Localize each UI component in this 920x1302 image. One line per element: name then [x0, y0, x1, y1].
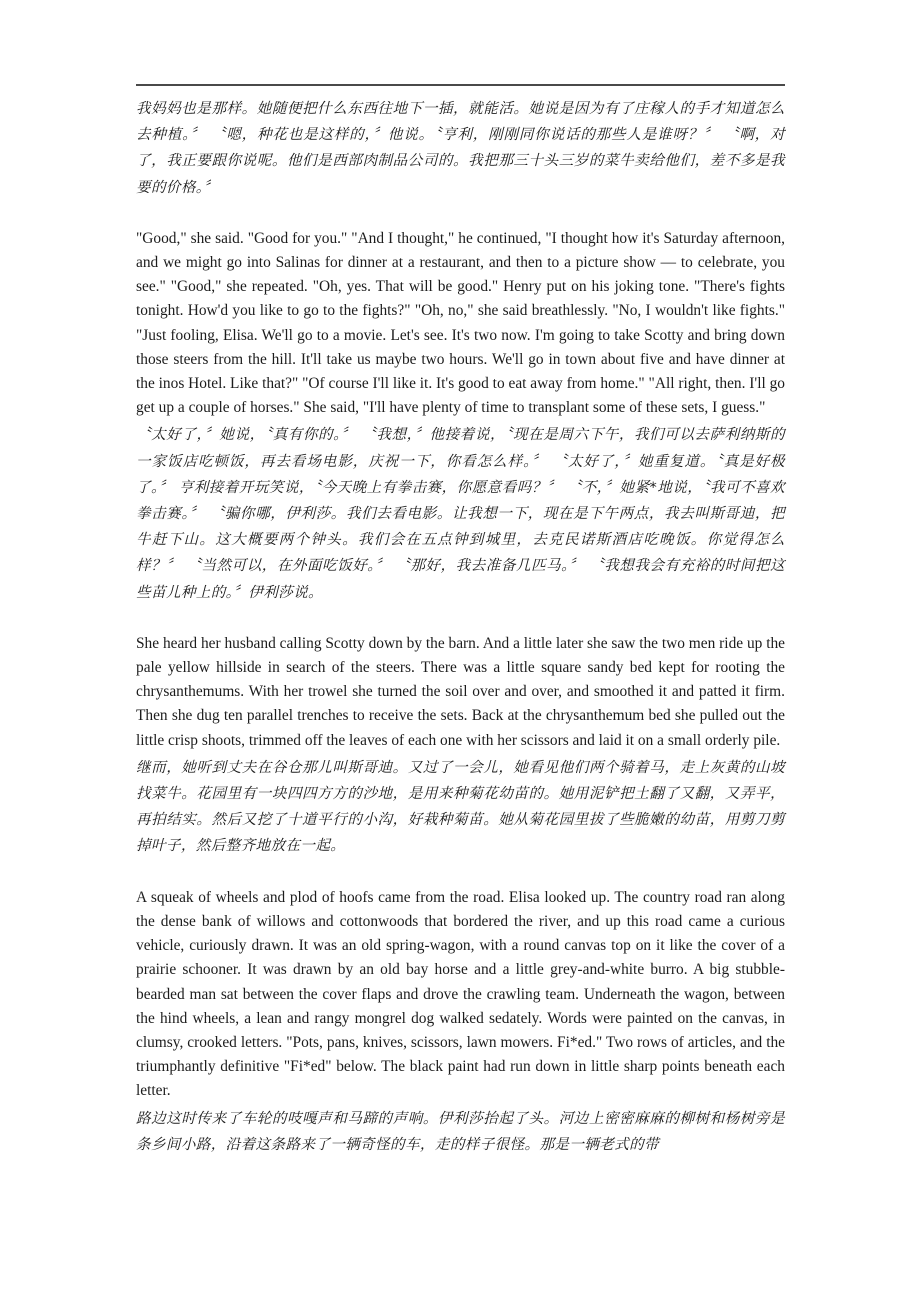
paragraph-english-1: "Good," she said. "Good for you." "And I thought," he continued, "I thought how it's Saturday afternoon, and we might go into Salinas for dinner at a restaurant, and then to a picture show — to celebrate, you see." "Good," she repeated. "Oh, yes. That will be good." Henry put on his joking tone. "There's fights tonight. How'd you like to go to the fights?" "Oh, no," she said breathlessly. "No, I wouldn't like fights." "Just fooling, Elisa. We'll go to a movie. Let's see. It's two now. I'm going to take Scotty and bring down those steers from the hill. It'll take us maybe two hours. We'll go in town about five and have dinner at the inos Hotel. Like that?" "Of course I'll like it. It's good to eat away from home." "All right, then. I'll go get up a couple of horses." She said, "I'll have plenty of time to transplant some of these sets, I guess." — [136, 229, 785, 417]
header-rule — [136, 84, 785, 86]
paragraph-spacer — [136, 201, 785, 227]
paragraph-spacer — [136, 860, 785, 886]
document-content — [136, 96, 785, 1158]
paragraph-chinese-1: 我妈妈也是那样。她随便把什么东西往地下一插，就能活。她说是因为有了庄稼人的手才知道怎么去种植。〞 〝嗯，种花也是这样的，〞他说。〝亨利，刚刚同你说话的那些人是谁呀？〞 〝啊，对了，我正要跟你说呢。他们是西部肉制品公司的。我把那三十头三岁的菜牛卖给他们，差不多是我要的价格。〞 — [136, 100, 785, 196]
paragraph-chinese-4: 路边这时传来了车轮的吱嘎声和马蹄的声响。伊利莎抬起了头。河边上密密麻麻的柳树和杨树旁是条乡间小路，沿着这条路来了一辆奇怪的车，走的样子很怪。那是一辆老式的带 — [136, 1109, 785, 1153]
paragraph-spacer — [136, 606, 785, 632]
paragraph-english-3: A squeak of wheels and plod of hoofs came from the road. Elisa looked up. The country road ran along the dense bank of willows and cottonwoods that bordered the river, and up this road came a curious vehicle, curiously drawn. It was an old spring-wagon, with a round canvas top on it like the cover of a prairie schooner. It was drawn by an old bay horse and a little grey-and-white burro. A big stubble-bearded man sat between the cover flaps and drove the crawling team. Underneath the wagon, between the hind wheels, a lean and rangy mongrel dog walked sedately. Words were painted on the canvas, in clumsy, crooked letters. "Pots, pans, knives, scissors, lawn mowers. Fi*ed." Two rows of articles, and the triumphantly definitive "Fi*ed" below. The black paint had run down in little sharp points beneath each letter. — [136, 888, 785, 1100]
paragraph-english-2: She heard her husband calling Scotty down by the barn. And a little later she saw the two men ride up the pale yellow hillside in search of the steers. There was a little square sandy bed kept for rooting the chrysanthemums. With her trowel she turned the soil over and over, and smoothed it and patted it firm. Then she dug ten parallel trenches to receive the sets. Back at the chrysanthemum bed she pulled out the little crisp shoots, trimmed off the leaves of each one with her scissors and laid it on a small orderly pile. — [136, 634, 785, 749]
paragraph-chinese-2: 〝太好了，〞她说，〝真有你的。〞 〝我想，〞他接着说，〝现在是周六下午，我们可以去萨利纳斯的一家饭店吃顿饭，再去看场电影，庆祝一下，你看怎么样。〞 〝太好了，〞她重复道。〝真是好极了。〞 亨利接着开玩笑说，〝今天晚上有拳击赛，你愿意看吗？〞 〝不，〞她紧*地说，〝我可不喜欢拳击赛。〞 〝骗你哪，伊利莎。我们去看电影。让我想一下，现在是下午两点，我去叫斯哥迪，把牛赶下山。这大概要两个钟头。我们会在五点钟到城里，去克民诺斯酒店吃晚饭。你觉得怎么样？〞 〝当然可以，在外面吃饭好。〞 〝那好，我去准备几匹马。〞 〝我想我会有充裕的时间把这些苗儿种上的。〞伊利莎说。 — [136, 426, 785, 601]
paragraph-chinese-3: 继而，她听到丈夫在谷仓那儿叫斯哥迪。又过了一会儿，她看见他们两个骑着马，走上灰黄的山坡找菜牛。花园里有一块四四方方的沙地，是用来种菊花幼苗的。她用泥铲把土翻了又翻，又弄平，再拍结实。然后又挖了十道平行的小沟，好栽种菊苗。她从菊花园里拔了些脆嫩的幼苗，用剪刀剪掉叶子，然后整齐地放在一起。 — [136, 758, 785, 855]
